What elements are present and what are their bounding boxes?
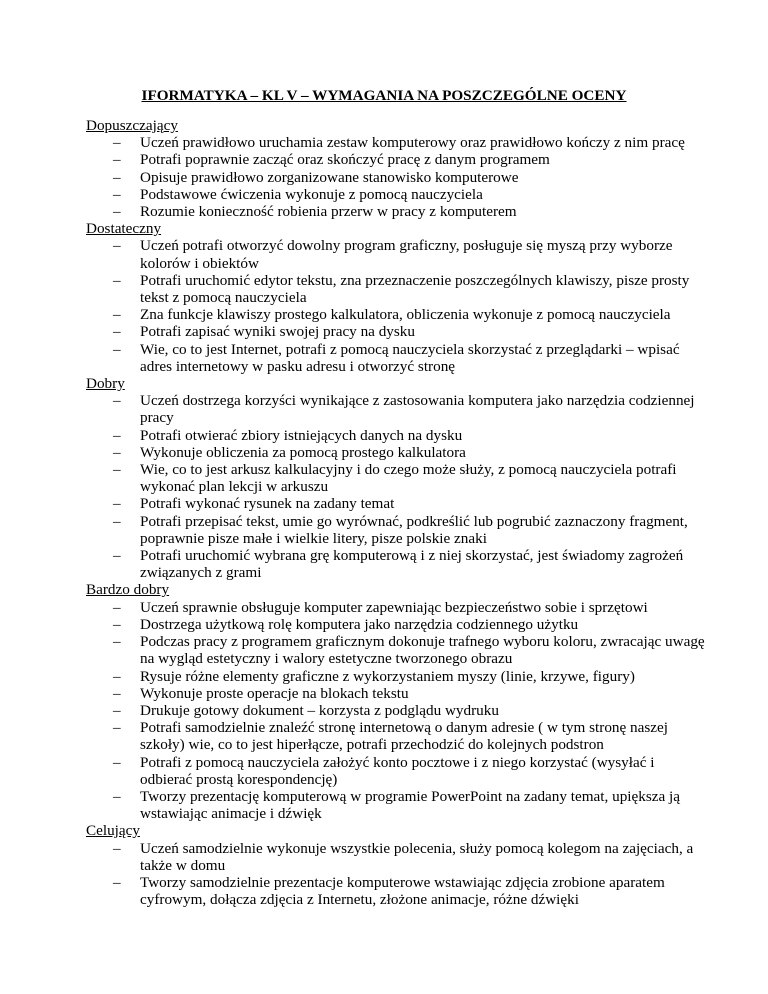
grade-heading: Bardzo dobry [86,581,170,599]
dash-bullet-icon: – [113,495,121,513]
requirements-list [86,392,706,581]
list-item [86,461,706,495]
dash-bullet-icon: – [113,168,121,186]
requirement-text: Podczas pracy z programem graficznym dokonuje trafnego wyboru koloru, zwracając uwagę na wygląd estetyczny i walory estetyczne tworzonego obrazu [140,633,705,668]
requirement-text: Drukuje gotowy dokument – korzysta z podglądu wydruku [140,701,499,719]
dash-bullet-icon: – [113,753,121,771]
dash-bullet-icon: – [113,271,121,289]
requirement-text: Uczeń samodzielnie wykonuje wszystkie polecenia, służy pomocą kolegom na zajęciach, a także w domu [140,839,694,874]
dash-bullet-icon: – [113,323,121,341]
dash-bullet-icon: – [113,185,121,203]
requirements-list [86,599,706,823]
list-item [86,702,706,719]
requirement-text: Potrafi z pomocą nauczyciela założyć konto pocztowe i z niego korzystać (wysyłać i odbierać prostą korespondencję) [140,753,655,788]
dash-bullet-icon: – [113,426,121,444]
requirement-text: Rozumie konieczność robienia przerw w pracy z komputerem [140,203,517,221]
dash-bullet-icon: – [113,615,121,633]
grade-section [86,822,706,908]
list-item [86,513,706,547]
list-item [86,547,706,581]
grade-heading: Celujący [86,822,140,840]
grade-heading: Dobry [86,375,125,393]
dash-bullet-icon: – [113,392,121,410]
grade-section [86,117,706,220]
requirement-text: Potrafi otwierać zbiory istniejących danych na dysku [140,426,463,444]
list-item [86,272,706,306]
requirements-list [86,237,706,375]
dash-bullet-icon: – [113,787,121,805]
requirement-text: Potrafi uruchomić edytor tekstu, zna przeznaczenie poszczególnych klawiszy, pisze prosty tekst z pomocą nauczyciela [140,271,690,307]
dash-bullet-icon: – [113,512,121,530]
dash-bullet-icon: – [113,461,121,479]
requirement-text: Potrafi zapisać wyniki swojej pracy na dysku [140,323,415,341]
list-item [86,685,706,702]
requirement-text: Potrafi przepisać tekst, umie go wyrównać, podkreślić lub pogrubić zaznaczony fragment, poprawnie pisze małe i wielkie litery, pisze polskie znaki [140,512,688,547]
page-title: IFORMATYKA – KL V – WYMAGANIA NA POSZCZEGÓLNE OCENY [141,87,627,104]
list-item [86,616,706,633]
requirements-list [86,840,706,909]
requirement-text: Tworzy prezentację komputerową w programie PowerPoint na zadany temat, upiększa ją wstawiając animacje i dźwięk [140,787,681,823]
dash-bullet-icon: – [113,598,121,616]
list-item [86,237,706,271]
list-item [86,186,706,203]
grade-section [86,220,706,375]
list-item [86,306,706,323]
requirement-text: Wykonuje obliczenia za pomocą prostego kalkulatora [140,443,466,461]
requirement-text: Rysuje różne elementy graficzne z wykorzystaniem myszy (linie, krzywe, figury) [140,667,635,685]
dash-bullet-icon: – [113,340,121,358]
requirement-text: Potrafi poprawnie zacząć oraz skończyć pracę z danym programem [140,151,550,169]
requirement-text: Uczeń dostrzega korzyści wynikające z zastosowania komputera jako narzędzia codziennej pracy [140,392,695,427]
list-item [86,754,706,788]
requirement-text: Podstawowe ćwiczenia wykonuje z pomocą nauczyciela [140,185,483,203]
requirement-text: Opisuje prawidłowo zorganizowane stanowisko komputerowe [140,168,519,186]
list-item [86,134,706,151]
dash-bullet-icon: – [113,719,121,737]
dash-bullet-icon: – [113,839,121,857]
requirement-text: Potrafi samodzielnie znaleźć stronę internetową o danym adresie ( w tym stronę naszej szkoły) wie, co to jest hiperłącze, potrafi przechodzić do kolejnych podstron [140,719,668,754]
list-item [86,668,706,685]
dash-bullet-icon: – [113,203,121,221]
list-item [86,719,706,753]
list-item [86,323,706,340]
grade-heading: Dostateczny [86,220,162,238]
requirement-text: Wie, co to jest Internet, potrafi z pomocą nauczyciela skorzystać z przeglądarki – wpisać adres internetowy w pasku adresu i otworzyć stronę [140,340,680,375]
dash-bullet-icon: – [113,237,121,255]
list-item [86,633,706,667]
list-item [86,788,706,822]
list-item [86,392,706,426]
requirement-text: Potrafi wykonać rysunek na zadany temat [140,495,395,513]
requirement-text: Uczeń potrafi otworzyć dowolny program graficzny, posługuje się myszą przy wyborze kolorów i obiektów [140,237,673,272]
requirement-text: Zna funkcje klawiszy prostego kalkulatora, obliczenia wykonuje z pomocą nauczyciela [140,306,671,324]
dash-bullet-icon: – [113,306,121,324]
list-item [86,874,706,908]
list-item [86,169,706,186]
grade-heading: Dopuszczający [86,117,178,134]
list-item [86,840,706,874]
requirements-content [86,117,706,908]
requirement-text: Potrafi uruchomić wybrana grę komputerową i z niej skorzystać, jest świadomy zagrożeń związanych z grami [140,547,684,582]
list-item [86,495,706,512]
list-item [86,151,706,168]
requirement-text: Tworzy samodzielnie prezentacje komputerowe wstawiając zdjęcia zrobione aparatem cyfrowym, dołącza zdjęcia z Internetu, złożone animacje, różne dźwięki [140,873,665,909]
dash-bullet-icon: – [113,443,121,461]
dash-bullet-icon: – [113,684,121,702]
requirement-text: Wykonuje proste operacje na blokach tekstu [140,684,409,702]
requirement-text: Uczeń sprawnie obsługuje komputer zapewniając bezpieczeństwo sobie i sprzętowi [140,598,648,616]
requirement-text: Wie, co to jest arkusz kalkulacyjny i do czego może służy, z pomocą nauczyciela potrafi wykonać plan lekcji w arkuszu [140,461,677,496]
dash-bullet-icon: – [113,873,121,891]
requirement-text: Uczeń prawidłowo uruchamia zestaw komputerowy oraz prawidłowo kończy z nim pracę [140,134,685,152]
list-item [86,203,706,220]
dash-bullet-icon: – [113,633,121,651]
list-item [86,341,706,375]
dash-bullet-icon: – [113,701,121,719]
list-item [86,427,706,444]
dash-bullet-icon: – [113,547,121,565]
list-item [86,444,706,461]
dash-bullet-icon: – [113,134,121,152]
grade-section [86,375,706,581]
dash-bullet-icon: – [113,667,121,685]
requirement-text: Dostrzega użytkową rolę komputera jako narzędzia codziennego użytku [140,615,579,633]
requirements-list [86,134,706,220]
dash-bullet-icon: – [113,151,121,169]
grade-section [86,581,706,822]
list-item [86,599,706,616]
